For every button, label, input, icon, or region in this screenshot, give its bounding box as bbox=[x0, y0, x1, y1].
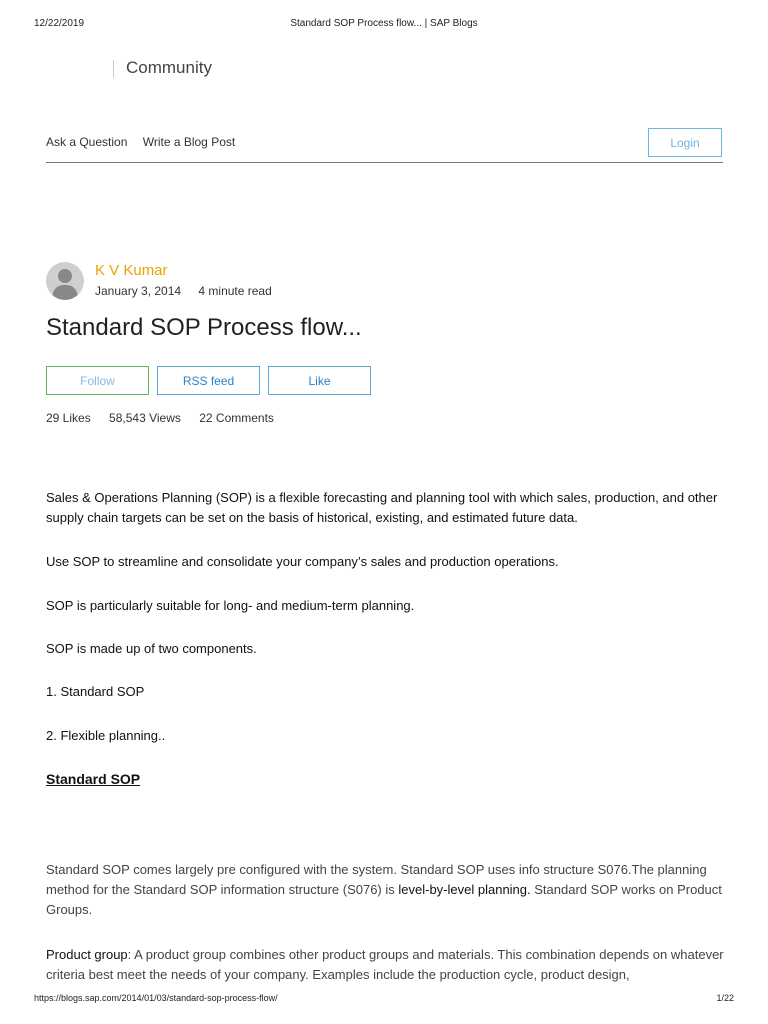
post-meta bbox=[95, 284, 272, 298]
product-group-definition: : A product group combines other product groups and materials. This combination depends on whatever criteria best meet the needs of your company. Examples include the production cycle, product design, bbox=[46, 947, 724, 982]
list-item-standard-sop: 1. Standard SOP bbox=[46, 684, 145, 699]
paragraph-standard-sop bbox=[46, 860, 726, 920]
paragraph-streamline: Use SOP to streamline and consolidate your company’s sales and production operations. bbox=[46, 554, 559, 569]
comments-count[interactable]: 22 Comments bbox=[199, 411, 274, 425]
page-number: 1/22 bbox=[716, 993, 734, 1003]
standard-sop-text-a: Standard SOP comes largely pre configured with the system. Standard SOP uses info structure S076.The planning method for the Standard SOP information structure (S076) is bbox=[46, 862, 707, 897]
read-time: 4 minute read bbox=[198, 284, 272, 298]
section-heading-standard-sop: Standard SOP bbox=[46, 771, 141, 787]
brand-divider bbox=[113, 60, 114, 78]
ask-question-link[interactable]: Ask a Question bbox=[46, 135, 128, 149]
community-link[interactable]: Community bbox=[126, 58, 212, 77]
write-blog-post-link[interactable]: Write a Blog Post bbox=[142, 135, 236, 149]
views-count: 58,543 Views bbox=[109, 411, 181, 425]
list-item-flexible-planning: 2. Flexible planning.. bbox=[46, 728, 166, 743]
user-icon bbox=[46, 262, 84, 300]
post-stats bbox=[46, 411, 289, 425]
post-date: January 3, 2014 bbox=[95, 284, 182, 298]
nav-divider bbox=[46, 162, 723, 163]
level-by-level-emphasis: level-by-level planning. bbox=[398, 882, 531, 897]
article-title: Standard SOP Process flow... bbox=[46, 314, 362, 341]
rss-feed-button[interactable]: RSS feed bbox=[157, 366, 260, 395]
product-group-term: Product group bbox=[46, 947, 128, 962]
login-button[interactable]: Login bbox=[648, 128, 722, 157]
print-date: 12/22/2019 bbox=[34, 18, 85, 29]
author-name-link[interactable]: K V Kumar bbox=[95, 262, 168, 279]
paragraph-product-group bbox=[46, 945, 726, 985]
like-button[interactable]: Like bbox=[268, 366, 371, 395]
print-title: Standard SOP Process flow... | SAP Blogs bbox=[290, 18, 478, 29]
follow-button[interactable]: Follow bbox=[46, 366, 149, 395]
author-avatar[interactable] bbox=[46, 262, 84, 300]
standard-sop-text-c: Standard SOP works on Product Groups. bbox=[46, 882, 722, 917]
paragraph-suitable: SOP is particularly suitable for long- and medium-term planning. bbox=[46, 598, 415, 613]
likes-count: 29 Likes bbox=[46, 411, 91, 425]
paragraph-intro: Sales & Operations Planning (SOP) is a flexible forecasting and planning tool with which sales, production, and other supply chain targets can be set on the basis of historical, existing, and estimated future data. bbox=[46, 490, 718, 525]
paragraph-components: SOP is made up of two components. bbox=[46, 641, 257, 656]
top-nav bbox=[46, 135, 247, 149]
print-url: https://blogs.sap.com/2014/01/03/standard-sop-process-flow/ bbox=[34, 993, 278, 1003]
